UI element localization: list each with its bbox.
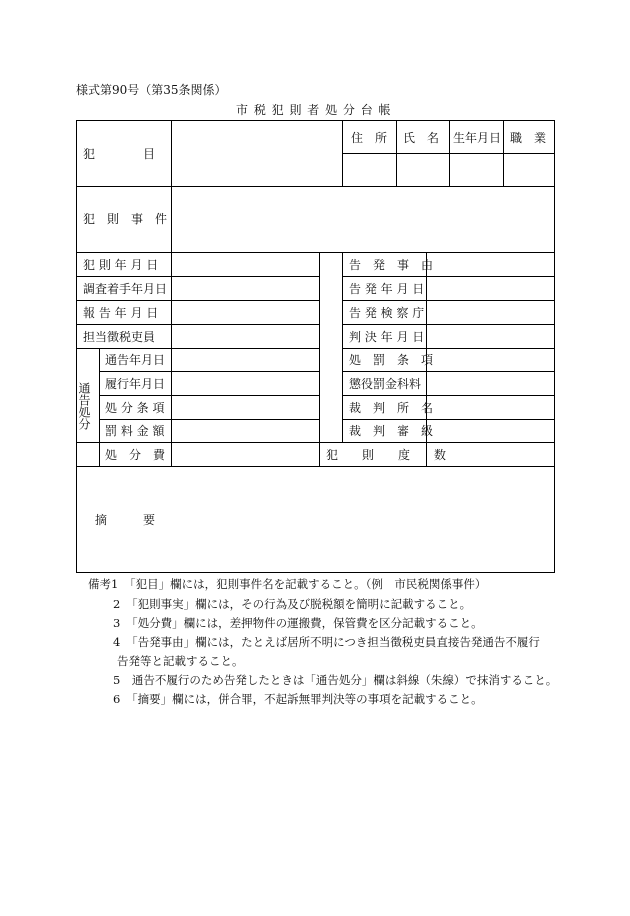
note-5: 5 通告不履行のため告発したときは「通告処分」欄は斜線（朱線）で抹消すること。 (113, 673, 558, 687)
label-accusation-date: 告 発 年 月 日 (349, 282, 425, 296)
header-birthdate: 生年月日 (453, 131, 502, 145)
header-occupation: 職 業 (510, 131, 547, 145)
birthdate-field[interactable] (450, 154, 502, 185)
label-tax-official: 担当徴税吏員 (83, 330, 156, 344)
label-hanmoku: 犯 目 (83, 147, 156, 161)
label-court-name: 裁 判 所 名 (349, 401, 434, 415)
label-disposition-cost: 処 分 費 (105, 448, 166, 462)
hanmoku-field[interactable] (172, 121, 341, 185)
label-hansoku-date: 犯 則 年 月 日 (83, 258, 159, 272)
header-address: 住 所 (351, 131, 388, 145)
label-report-date: 報 告 年 月 日 (83, 306, 159, 320)
tekiyo-field[interactable] (77, 467, 554, 572)
occupation-field[interactable] (504, 154, 554, 185)
header-name: 氏 名 (403, 131, 440, 145)
label-tekiyo: 摘 要 (95, 513, 156, 527)
hansoku-jiken-field[interactable] (172, 187, 554, 251)
label-notice-date: 通告年月日 (105, 353, 166, 367)
label-prosecutor-office: 告 発 検 察 庁 (349, 306, 425, 320)
note-2: 2 「犯則事実」欄には，その行為及び脱税額を簡明に記載すること。 (113, 597, 472, 611)
address-field[interactable] (343, 154, 395, 185)
page-title: 市 税 犯 則 者 処 分 台 帳 (236, 103, 392, 117)
label-court-instance: 裁 判 審 級 (349, 424, 434, 438)
label-penalty-type: 懲役罰金科料 (349, 377, 422, 391)
name-field[interactable] (397, 154, 448, 185)
label-performance-date: 履行年月日 (105, 377, 166, 391)
note-4-cont: 告発等と記載すること。 (117, 654, 244, 668)
label-violation-count: 犯 則 度 数 (326, 448, 447, 462)
label-penal-clause: 処 罰 条 項 (349, 353, 434, 367)
note-1: 備考1 「犯目」欄には，犯則事件名を記載すること。（例 市民税関係事件） (88, 577, 487, 591)
note-4: 4 「告発事由」欄には，たとえば居所不明につき担当徴税吏員直接告発通告不履行 (113, 635, 540, 649)
note-3: 3 「処分費」欄には，差押物件の運搬費，保管費を区分記載すること。 (113, 616, 483, 630)
label-hansoku-jiken: 犯 則 事 件 (83, 212, 168, 226)
label-penalty-amount: 罰 料 金 額 (105, 424, 165, 438)
label-investigation-date: 調査着手年月日 (83, 282, 168, 296)
label-disposition-clause: 処 分 条 項 (105, 401, 165, 415)
form-number: 様式第90号（第35条関係） (76, 83, 227, 97)
label-tsukoku-group: 通告処分 (77, 382, 91, 430)
note-6: 6 「摘要」欄には，併合罪，不起訴無罪判決等の事項を記載すること。 (113, 692, 483, 706)
label-accusation-reason: 告 発 事 由 (349, 258, 434, 272)
label-judgment-date: 判 決 年 月 日 (349, 330, 425, 344)
